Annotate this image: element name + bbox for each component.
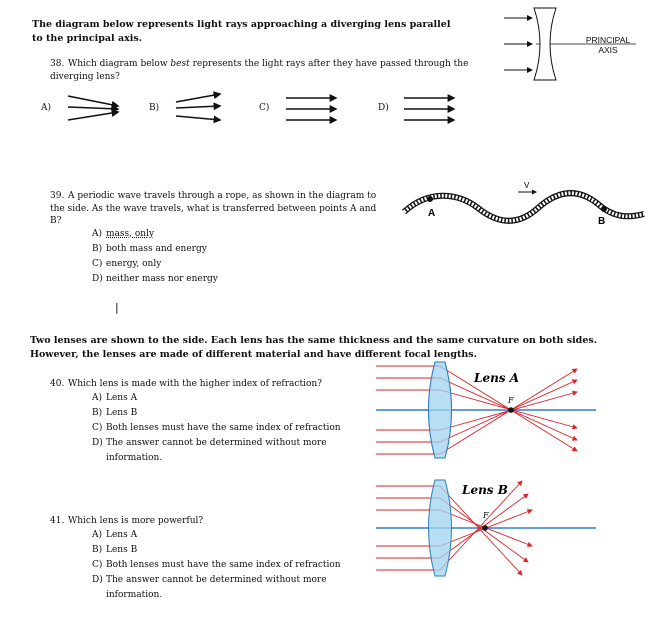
question-number: 40. <box>50 379 65 389</box>
point-a-label: A <box>428 208 436 219</box>
question-40-options <box>92 391 362 466</box>
question-39 <box>50 190 380 228</box>
option-letter: D) <box>92 575 103 585</box>
question-number: 41. <box>50 516 65 526</box>
option-letter: C) <box>92 259 103 269</box>
question-39-options <box>92 227 352 287</box>
lens-b-diagram <box>372 478 598 578</box>
option-text: energy, only <box>106 259 162 269</box>
choice-b-rays[interactable] <box>176 94 220 120</box>
intro-text: The diagram below represents light rays approaching a diverging lens parallel to the principal axis. <box>32 19 451 44</box>
option-text: Both lenses must have the same index of refraction <box>106 560 341 570</box>
question-40-text: Which lens is made with the higher index of refraction? <box>68 379 322 389</box>
question-41-text: Which lens is more powerful? <box>68 516 204 526</box>
option-text: Lens B <box>106 545 138 555</box>
question-38 <box>50 58 470 83</box>
option-text: Lens A <box>106 393 138 403</box>
principal-axis-label <box>576 35 640 55</box>
option-text: both mass and energy <box>106 244 207 254</box>
lens-b-shape <box>429 480 452 576</box>
question-39-text: A periodic wave travels through a rope, as shown in the diagram to the side. As the wave travels, what is transferred between points A and B? <box>50 191 377 226</box>
option-letter: C) <box>92 560 103 570</box>
principal-axis-label-line2: AXIS <box>598 45 618 55</box>
option-d[interactable] <box>92 272 352 287</box>
q38-ray-choices <box>0 90 650 130</box>
option-letter: B) <box>92 545 103 555</box>
option-letter: B) <box>92 408 103 418</box>
choice-c-rays[interactable] <box>286 98 336 120</box>
option-text: mass, only <box>106 229 155 239</box>
focal-label-a: F <box>508 396 514 405</box>
principal-axis-label-line1: PRINCIPAL <box>585 35 631 45</box>
option-d[interactable] <box>92 573 362 603</box>
option-letter: D) <box>92 438 103 448</box>
rope-texture <box>404 193 644 221</box>
option-letter: A) <box>92 530 103 540</box>
option-text: Both lenses must have the same index of refraction <box>106 423 341 433</box>
lens-intro-text: Two lenses are shown to the side. Each lens has the same thickness and the same curvature on both sides. However, the lenses are made of different material and have different focal lengths. <box>30 335 598 360</box>
option-a[interactable] <box>92 391 362 406</box>
question-number: 39. <box>50 191 65 201</box>
option-text: The answer cannot be determined without more information. <box>106 438 327 463</box>
question-number: 38. <box>50 59 65 69</box>
option-text: Lens B <box>106 408 138 418</box>
option-c[interactable] <box>92 421 362 436</box>
focal-point-b <box>482 525 488 531</box>
option-letter: A) <box>92 229 103 239</box>
point-b-marker <box>601 206 607 212</box>
choice-d-label[interactable]: D) <box>378 103 389 113</box>
option-a[interactable] <box>92 528 362 543</box>
point-b-label: B <box>598 216 606 227</box>
option-d[interactable] <box>92 436 362 466</box>
question-38-text: Which diagram below best represents the light rays after they have passed through the diverging lens? <box>50 59 469 82</box>
focal-label-b: F <box>483 511 489 520</box>
focal-point-a <box>508 407 514 413</box>
choice-a-rays[interactable] <box>68 96 118 120</box>
option-b[interactable] <box>92 242 352 257</box>
lens-b-label: Lens B <box>462 483 508 497</box>
lens-a-diagram <box>372 360 598 460</box>
emphasis: best <box>170 59 190 69</box>
choice-d-rays[interactable] <box>404 98 454 120</box>
option-letter: C) <box>92 423 103 433</box>
option-text: Lens A <box>106 530 138 540</box>
question-41-options <box>92 528 362 603</box>
option-text: The answer cannot be determined without more information. <box>106 575 327 600</box>
option-text: neither mass nor energy <box>106 274 218 284</box>
text-cursor: | <box>115 301 119 314</box>
question-41 <box>50 515 370 528</box>
question-40 <box>50 378 370 391</box>
option-c[interactable] <box>92 558 362 573</box>
choice-b-label[interactable]: B) <box>149 103 160 113</box>
option-a[interactable] <box>92 227 352 242</box>
option-c[interactable] <box>92 257 352 272</box>
option-b[interactable] <box>92 543 362 558</box>
point-a-marker <box>427 196 433 202</box>
lens-a-label: Lens A <box>474 371 520 385</box>
option-letter: D) <box>92 274 103 284</box>
option-letter: A) <box>92 393 103 403</box>
choice-a-label[interactable]: A) <box>41 103 52 113</box>
choice-c-label[interactable]: C) <box>259 103 270 113</box>
lens-a-shape <box>429 362 452 458</box>
option-b[interactable] <box>92 406 362 421</box>
option-letter: B) <box>92 244 103 254</box>
rope-wave-diagram <box>400 178 648 236</box>
velocity-label: V <box>524 181 530 190</box>
